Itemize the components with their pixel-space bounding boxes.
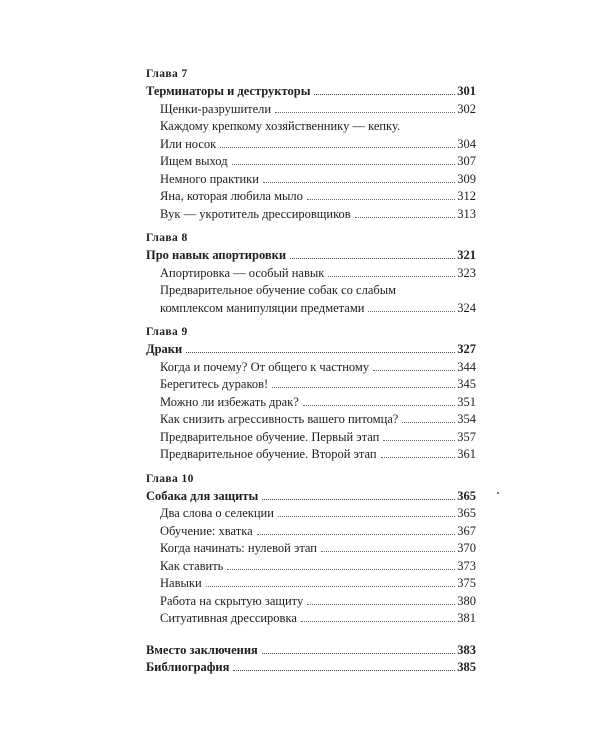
dot-leader <box>290 258 455 259</box>
toc-section-entry[interactable] <box>146 341 476 359</box>
chapter-heading: Глава 8 <box>146 232 188 244</box>
dot-leader <box>257 534 456 535</box>
dot-leader <box>263 182 455 183</box>
page-number: 312 <box>457 189 476 203</box>
dot-leader <box>186 352 455 353</box>
entry-title: комплексом манипуляции предметами <box>160 300 365 315</box>
dot-leader <box>355 217 456 218</box>
page-number: 381 <box>457 611 476 625</box>
page-number: 361 <box>457 447 476 461</box>
toc-subsection-entry[interactable] <box>146 118 476 136</box>
entry-title: Яна, которая любила мыло <box>160 189 303 203</box>
dot-leader <box>272 387 455 388</box>
dot-leader <box>314 94 455 95</box>
page-number: 351 <box>457 394 476 409</box>
entry-title: Щенки-разрушители <box>160 101 272 116</box>
page-number: 302 <box>457 101 476 116</box>
page-number: 323 <box>457 265 476 280</box>
toc-subsection-entry[interactable] <box>146 523 476 541</box>
dot-leader <box>278 516 455 517</box>
toc-subsection-entry[interactable] <box>146 429 476 447</box>
dot-leader <box>373 370 455 371</box>
entry-title: Два слова о селекции <box>160 506 274 520</box>
entry-title: Как ставить <box>160 558 224 573</box>
entry-title: Предварительное обучение. Второй этап <box>160 447 377 461</box>
toc-section-entry[interactable] <box>146 488 476 506</box>
entry-title: Как снизить агрессивность вашего питомца? <box>160 412 399 426</box>
dot-leader <box>368 311 455 312</box>
page-number: 383 <box>457 642 476 657</box>
dot-leader <box>206 586 456 587</box>
dot-leader <box>307 604 455 605</box>
page-number: 380 <box>457 593 476 608</box>
entry-title: Ищем выход <box>160 154 228 168</box>
page-number: 345 <box>457 377 476 391</box>
dot-leader <box>275 112 455 113</box>
toc-subsection-entry[interactable] <box>146 265 476 283</box>
toc-section-entry[interactable] <box>146 83 476 101</box>
toc-subsection-entry[interactable] <box>146 558 476 576</box>
entry-title: Работа на скрытую защиту <box>160 593 304 608</box>
page-number: 344 <box>457 359 476 374</box>
dot-leader <box>301 621 455 622</box>
toc-subsection-entry[interactable] <box>146 593 476 611</box>
toc-subsection-entry[interactable] <box>146 282 476 300</box>
toc-subsection-entry[interactable] <box>146 300 476 318</box>
toc-subsection-entry[interactable] <box>146 505 476 523</box>
entry-title: Навыки <box>160 576 202 590</box>
toc-subsection-entry[interactable] <box>146 188 476 206</box>
dot-leader <box>262 499 455 500</box>
dot-leader <box>328 276 455 277</box>
toc-section-entry[interactable] <box>146 247 476 265</box>
page-number: 357 <box>457 429 476 444</box>
entry-title: Драки <box>146 342 183 356</box>
chapter-heading: Глава 10 <box>146 472 194 485</box>
toc-section-entry[interactable] <box>146 659 476 677</box>
entry-title: Библиография <box>146 660 230 674</box>
page-number: 324 <box>457 300 476 315</box>
entry-title: Предварительное обучение собак со слабым <box>160 283 397 297</box>
page-number: 321 <box>457 248 476 262</box>
toc-subsection-entry[interactable] <box>146 359 476 377</box>
scan-speck <box>497 492 499 494</box>
entry-title: Берегитесь дураков! <box>160 377 269 391</box>
entry-title: Про навык апортировки <box>146 248 287 262</box>
toc-subsection-entry[interactable] <box>146 153 476 171</box>
page-number: 367 <box>457 523 476 538</box>
entry-title: Вместо заключения <box>146 642 258 657</box>
entry-title: Вук — укротитель дрессировщиков <box>160 206 351 221</box>
page-number: 373 <box>457 558 476 573</box>
page-number: 309 <box>457 171 476 186</box>
toc-subsection-entry[interactable] <box>146 376 476 394</box>
entry-title: Когда и почему? От общего к частному <box>160 359 370 374</box>
entry-title: Собака для защиты <box>146 488 259 503</box>
page-number: 327 <box>457 342 476 356</box>
dot-leader <box>307 199 455 200</box>
page-number: 301 <box>457 84 476 98</box>
dot-leader <box>220 147 455 148</box>
toc-subsection-entry[interactable] <box>146 575 476 593</box>
dot-leader <box>303 405 455 406</box>
chapter-heading: Глава 9 <box>146 326 188 338</box>
table-of-contents <box>146 66 476 677</box>
entry-title: Немного практики <box>160 171 259 186</box>
chapter-heading: Глава 7 <box>146 68 188 80</box>
toc-subsection-entry[interactable] <box>146 610 476 628</box>
dot-leader <box>383 440 455 441</box>
entry-title: Каждому крепкому хозяйственнику — кепку. <box>160 119 401 133</box>
toc-section-entry[interactable] <box>146 642 476 660</box>
page-number: 370 <box>457 541 476 555</box>
toc-subsection-entry[interactable] <box>146 101 476 119</box>
entry-title: Обучение: хватка <box>160 523 253 538</box>
toc-subsection-entry[interactable] <box>146 206 476 224</box>
entry-title: Ситуативная дрессировка <box>160 611 297 625</box>
dot-leader <box>381 457 456 458</box>
page-number: 354 <box>457 412 476 426</box>
dot-leader <box>402 422 455 423</box>
page-number: 365 <box>457 506 476 520</box>
dot-leader <box>321 551 455 552</box>
dot-leader <box>233 670 455 671</box>
page-number: 313 <box>457 206 476 221</box>
entry-title: Когда начинать: нулевой этап <box>160 541 318 555</box>
page-number: 385 <box>457 660 476 674</box>
dot-leader <box>227 569 455 570</box>
page-number: 304 <box>457 136 476 151</box>
page-number: 375 <box>457 576 476 590</box>
toc-subsection-entry[interactable] <box>146 171 476 189</box>
entry-title: Терминаторы и деструкторы <box>146 84 311 98</box>
page-number: 365 <box>457 488 476 503</box>
entry-title: Предварительное обучение. Первый этап <box>160 429 380 444</box>
toc-subsection-entry[interactable] <box>146 540 476 558</box>
toc-subsection-entry[interactable] <box>146 446 476 464</box>
dot-leader <box>262 653 455 654</box>
dot-leader <box>232 164 456 165</box>
entry-title: Можно ли избежать драк? <box>160 394 299 409</box>
page-number: 307 <box>457 154 476 168</box>
toc-subsection-entry[interactable] <box>146 411 476 429</box>
toc-subsection-entry[interactable] <box>146 394 476 412</box>
entry-title: Апортировка — особый навык <box>160 265 325 280</box>
entry-title: Или носок <box>160 136 217 151</box>
toc-subsection-entry[interactable] <box>146 136 476 154</box>
